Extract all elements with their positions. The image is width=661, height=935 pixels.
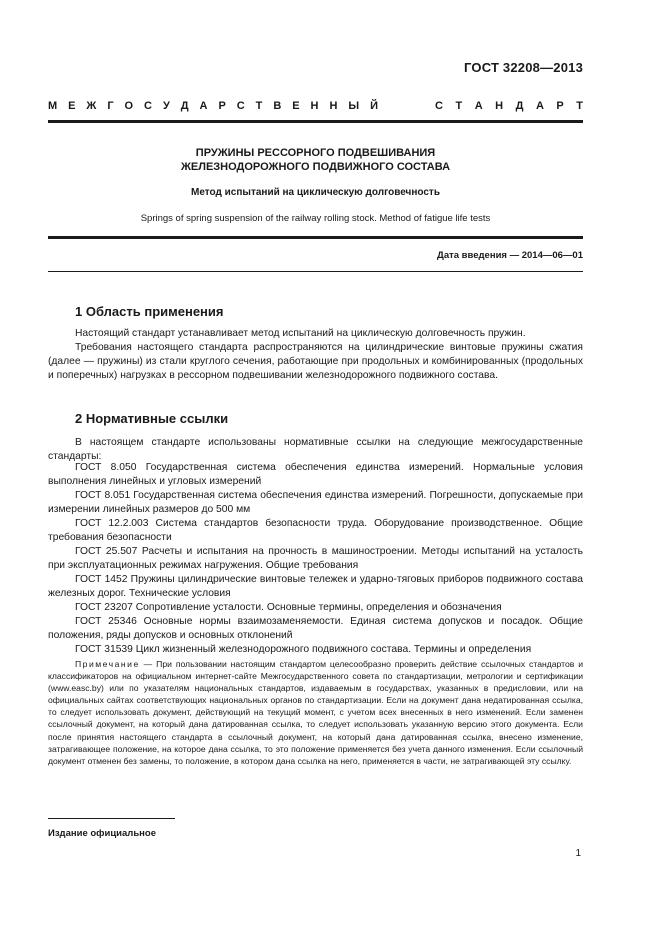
banner-letter: Й (370, 100, 378, 112)
banner-letter: С (236, 100, 245, 112)
section-1-paragraph: Требования настоящего стандарта распространяются на цилиндрические винтовые пружины сжатия (далее — пружины) из стали круглого сечения, работающие при продольных и комбинированных (продольных и поперечных) нагрузках в рессорном подвешивании железнодорожного подвижного состава. (48, 342, 583, 381)
section-2-heading: 2 Нормативные ссылки (75, 411, 229, 426)
banner-letter: Т (455, 100, 463, 112)
reference-item: ГОСТ 25346 Основные нормы взаимозаменяемости. Единая система допусков и посадок. Общие положения, ряды допусков и основных отклонений (48, 616, 583, 641)
interstate-word (48, 100, 378, 112)
banner-letter: Т (576, 100, 583, 112)
references-note (48, 658, 583, 767)
section-2-paragraph: В настоящем стандарте использованы нормативные ссылки на следующие межгосударственные стандарты: (48, 437, 583, 462)
english-title: Springs of spring suspension of the railway rolling stock. Method of fatigue life tests (140, 213, 491, 224)
section-1-paragraph: Настоящий стандарт устанавливает метод испытаний на циклическую долговечность пружин. (75, 328, 526, 339)
note-text: — При пользовании настоящим стандартом целесообразно проверить действие ссылочных стандартов и классификаторов на официальном интернет-сайте Межгосударственного совета по стандартизации, метрологии и сертификации (www.easc.by) или по указателям национальных стандартов, издаваемым в государствах, указанных в предисловии, или на официальных сайтах соответствующих национальных органов по стандартизации. Если на документ дана недатированная ссылка, то следует использовать документ, действующий на текущий момент, с учетом всех внесенных в него изменений. Если заменен ссылочный документ, на который дана датированная ссылка, то следует использовать указанную версию этого документа. Если после принятия настоящего стандарта в ссылочный документ, на который дана датированная ссылка, внесено изменение, затрагивающее положение, на которое дана ссылка, то это положение применяется без учета данного изменения. Если ссылочный документ отменен без замены, то положение, в котором дана ссылка на него, применяется в части, не затрагивающей эту ссылку. (48, 659, 583, 766)
banner-letter: С (435, 100, 443, 112)
document-number: ГОСТ 32208—2013 (464, 60, 583, 75)
banner-letter: Д (180, 100, 189, 112)
footer-rule (48, 818, 175, 819)
banner-letter: Р (556, 100, 564, 112)
reference-item: ГОСТ 8.051 Государственная система обеспечения единства измерений. Погрешности, допускаемые при измерении линейных размеров до 500 мм (48, 490, 583, 515)
title-rule (48, 236, 583, 239)
introduction-date: Дата введения — 2014—06—01 (437, 250, 583, 261)
banner-letter: У (162, 100, 170, 112)
note-label: Примечание (75, 659, 140, 669)
document-title (48, 146, 583, 174)
official-edition-label: Издание официальное (48, 828, 156, 839)
date-rule (48, 271, 583, 272)
document-subtitle: Метод испытаний на циклическую долговечность (191, 187, 440, 198)
banner-letter: С (144, 100, 152, 112)
banner-letter: Н (310, 100, 319, 112)
banner-letter: М (48, 100, 58, 112)
banner-letter: В (273, 100, 282, 112)
title-line-2: ЖЕЛЕЗНОДОРОЖНОГО ПОДВИЖНОГО СОСТАВА (180, 161, 451, 173)
banner-letter: Е (68, 100, 76, 112)
interstate-standard-banner (48, 100, 583, 112)
banner-letter: О (124, 100, 134, 112)
reference-item: ГОСТ 31539 Цикл жизненный железнодорожного подвижного состава. Термины и определения (75, 644, 532, 655)
banner-letter: А (199, 100, 208, 112)
reference-item: ГОСТ 23207 Сопротивление усталости. Основные термины, определения и обозначения (75, 602, 502, 613)
header-rule (48, 120, 583, 123)
banner-letter: Н (329, 100, 338, 112)
banner-letter: Ж (86, 100, 97, 112)
banner-letter: Г (107, 100, 114, 112)
banner-letter: Д (515, 100, 524, 112)
banner-letter: А (535, 100, 544, 112)
standard-word (435, 100, 583, 112)
reference-item: ГОСТ 12.2.003 Система стандартов безопасности труда. Оборудование производственное. Общие требования безопасности (48, 518, 583, 543)
reference-item: ГОСТ 1452 Пружины цилиндрические винтовые тележек и ударно-тяговых приборов подвижного состава железных дорог. Технические условия (48, 574, 583, 599)
page-number: 1 (575, 848, 581, 859)
banner-letter: Р (218, 100, 226, 112)
reference-item: ГОСТ 25.507 Расчеты и испытания на прочность в машиностроении. Методы испытаний на усталость при эксплуатационных режимах нагружения. Общие требования (48, 546, 583, 571)
reference-item: ГОСТ 8.050 Государственная система обеспечения единства измерений. Нормальные условия выполнения линейных и угловых измерений (48, 462, 583, 487)
title-line-1: ПРУЖИНЫ РЕССОРНОГО ПОДВЕШИВАНИЯ (195, 147, 436, 159)
banner-letter: Н (495, 100, 504, 112)
banner-letter: А (474, 100, 483, 112)
banner-letter: Ы (348, 100, 360, 112)
section-1-heading: 1 Область применения (75, 304, 224, 319)
banner-letter: Т (255, 100, 263, 112)
banner-letter: Е (292, 100, 300, 112)
